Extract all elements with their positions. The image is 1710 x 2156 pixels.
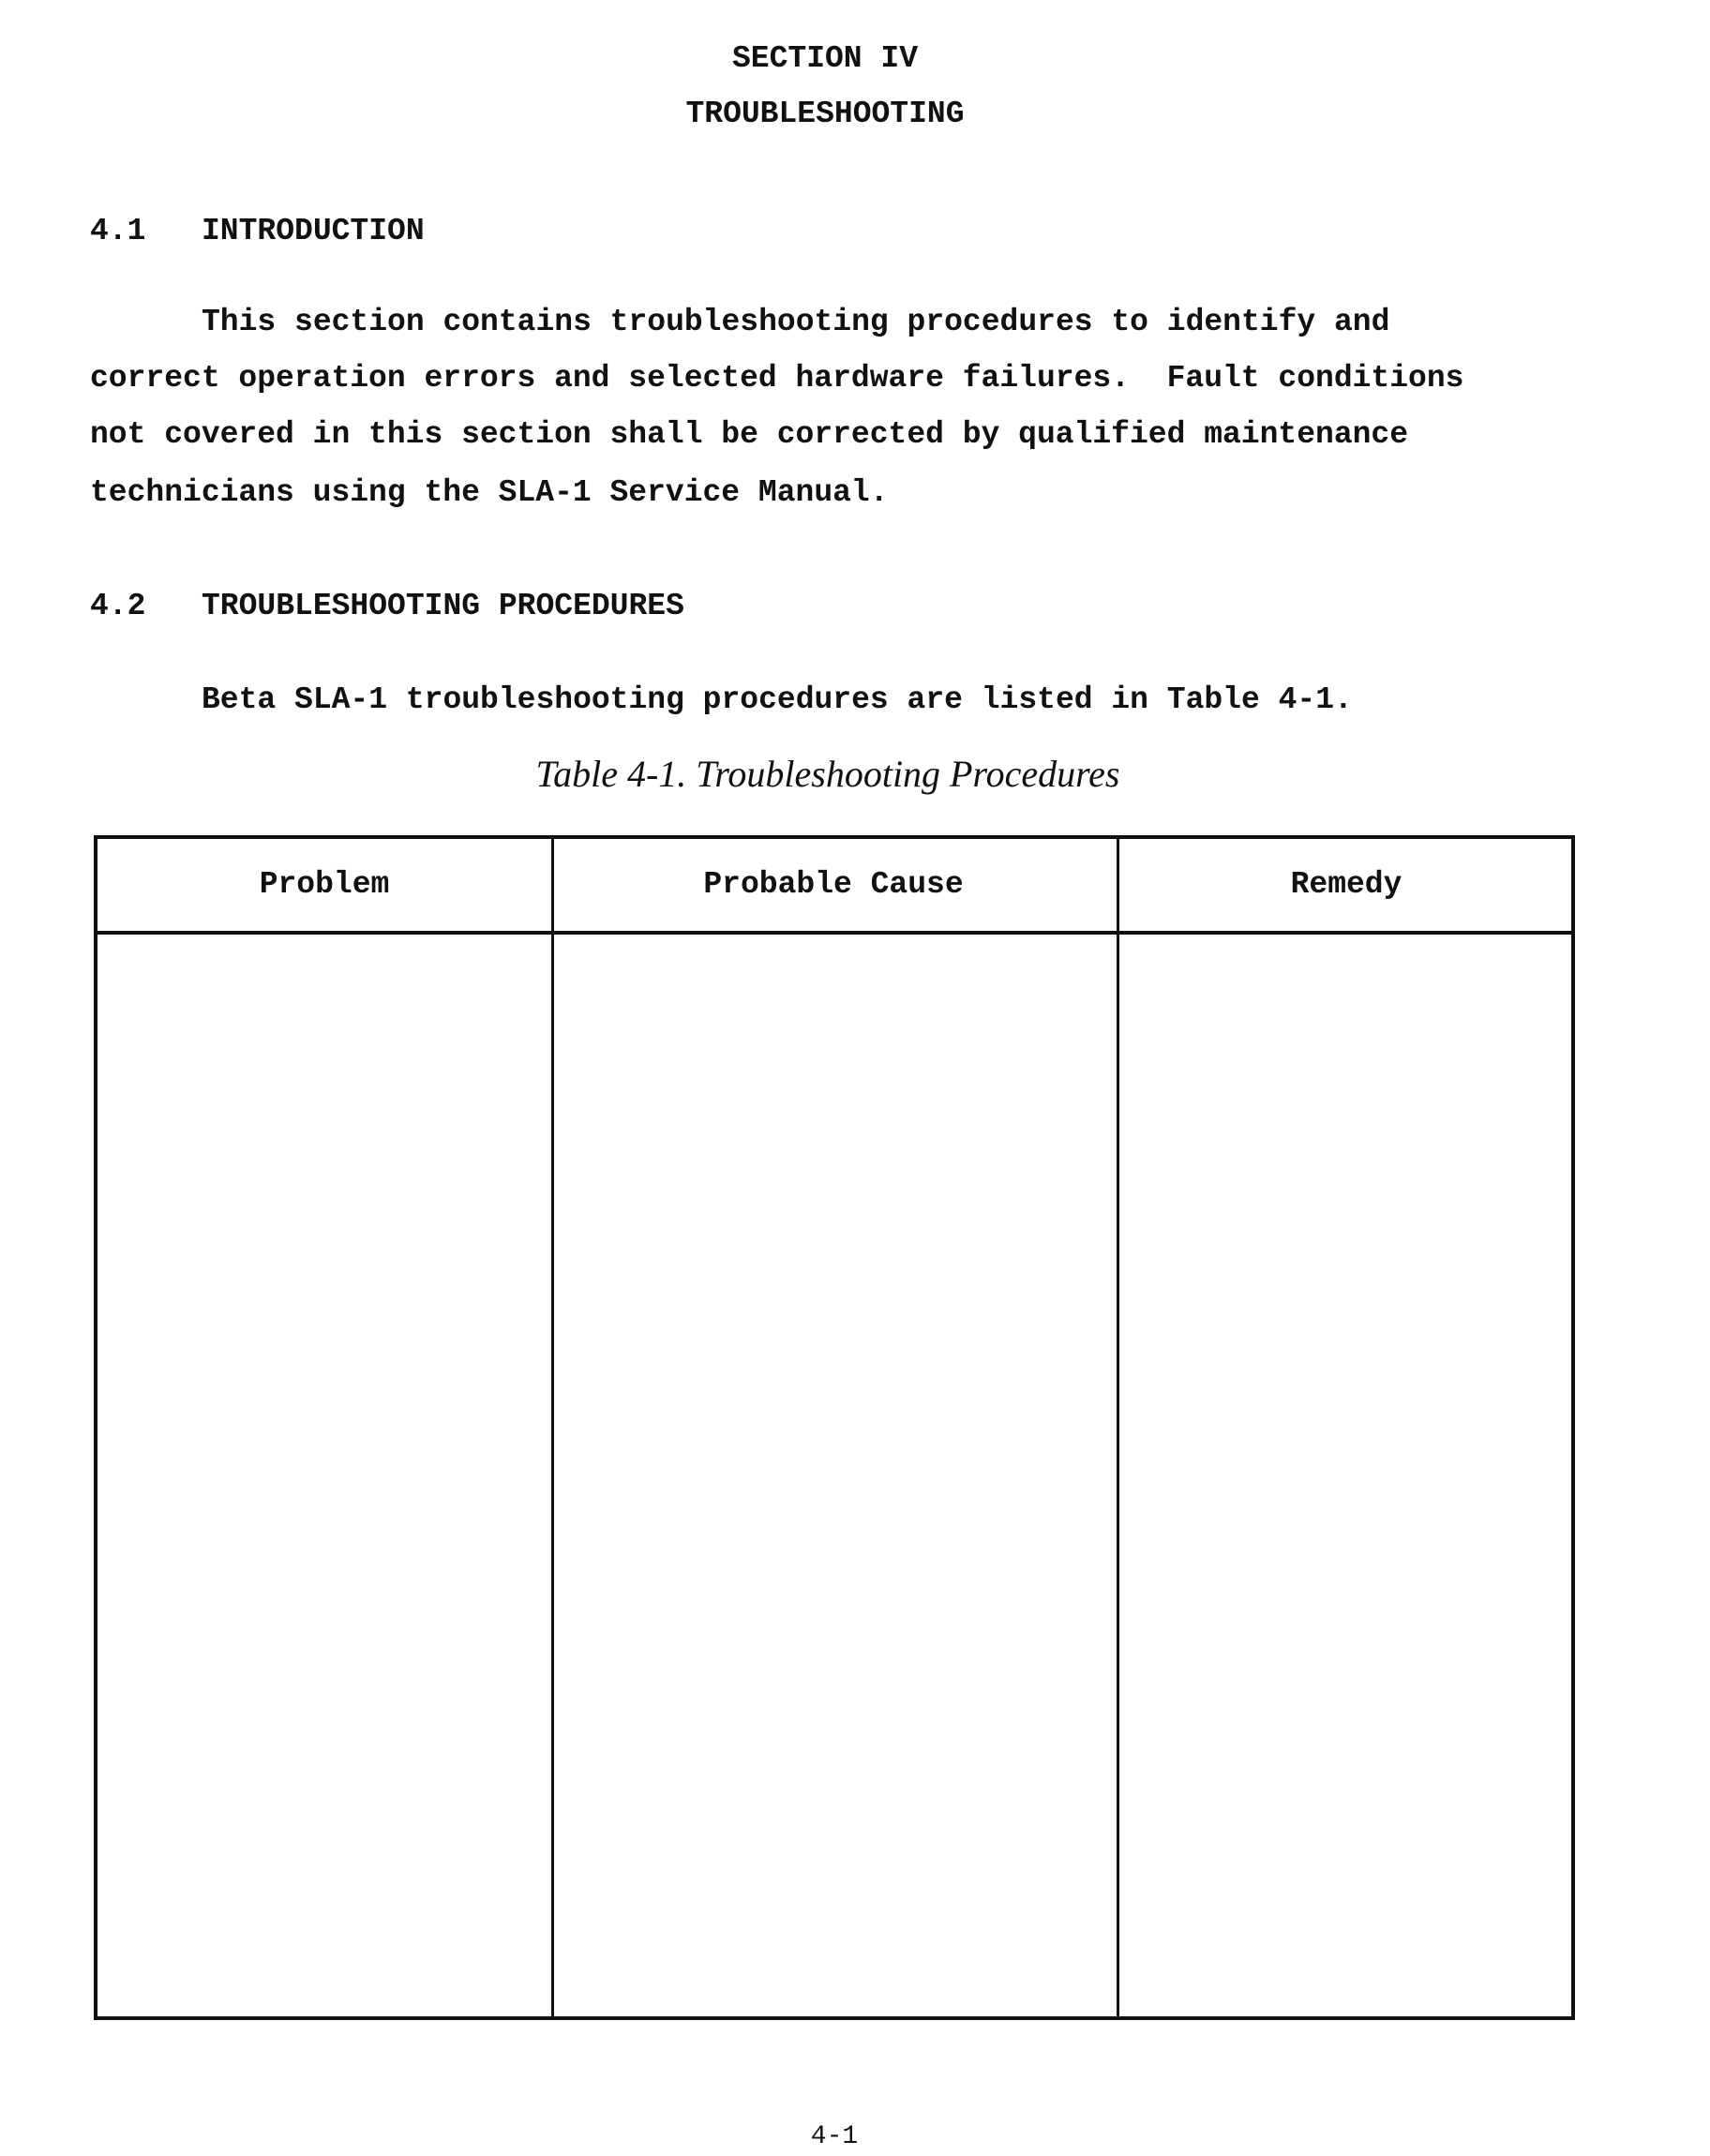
section-number-4-1: 4.1	[90, 216, 145, 247]
column-header-remedy: Remedy	[1291, 867, 1402, 902]
paragraph-line: technicians using the SLA-1 Service Manual.	[90, 477, 889, 508]
troubleshooting-table	[94, 835, 1575, 2020]
paragraph-line: correct operation errors and selected hardware failures. Fault conditions	[90, 363, 1463, 394]
paragraph-line: Beta SLA-1 troubleshooting procedures are listed in Table 4-1.	[202, 684, 1353, 715]
header-divider	[98, 931, 1571, 935]
section-heading-introduction: INTRODUCTION	[202, 216, 425, 247]
paragraph-line: not covered in this section shall be corrected by qualified maintenance	[90, 419, 1408, 450]
column-divider	[1117, 839, 1119, 2016]
table-caption: Table 4-1. Troubleshooting Procedures	[536, 756, 1120, 793]
column-divider	[551, 839, 554, 2016]
column-header-problem: Problem	[260, 867, 390, 902]
section-number-4-2: 4.2	[90, 591, 145, 621]
paragraph-line: This section contains troubleshooting procedures to identify and	[202, 307, 1389, 337]
column-header-probable-cause: Probable Cause	[703, 867, 963, 902]
section-title: TROUBLESHOOTING	[685, 98, 964, 129]
section-label: SECTION IV	[732, 43, 918, 74]
page-number: 4-1	[811, 2124, 858, 2150]
section-heading-procedures: TROUBLESHOOTING PROCEDURES	[202, 591, 684, 621]
